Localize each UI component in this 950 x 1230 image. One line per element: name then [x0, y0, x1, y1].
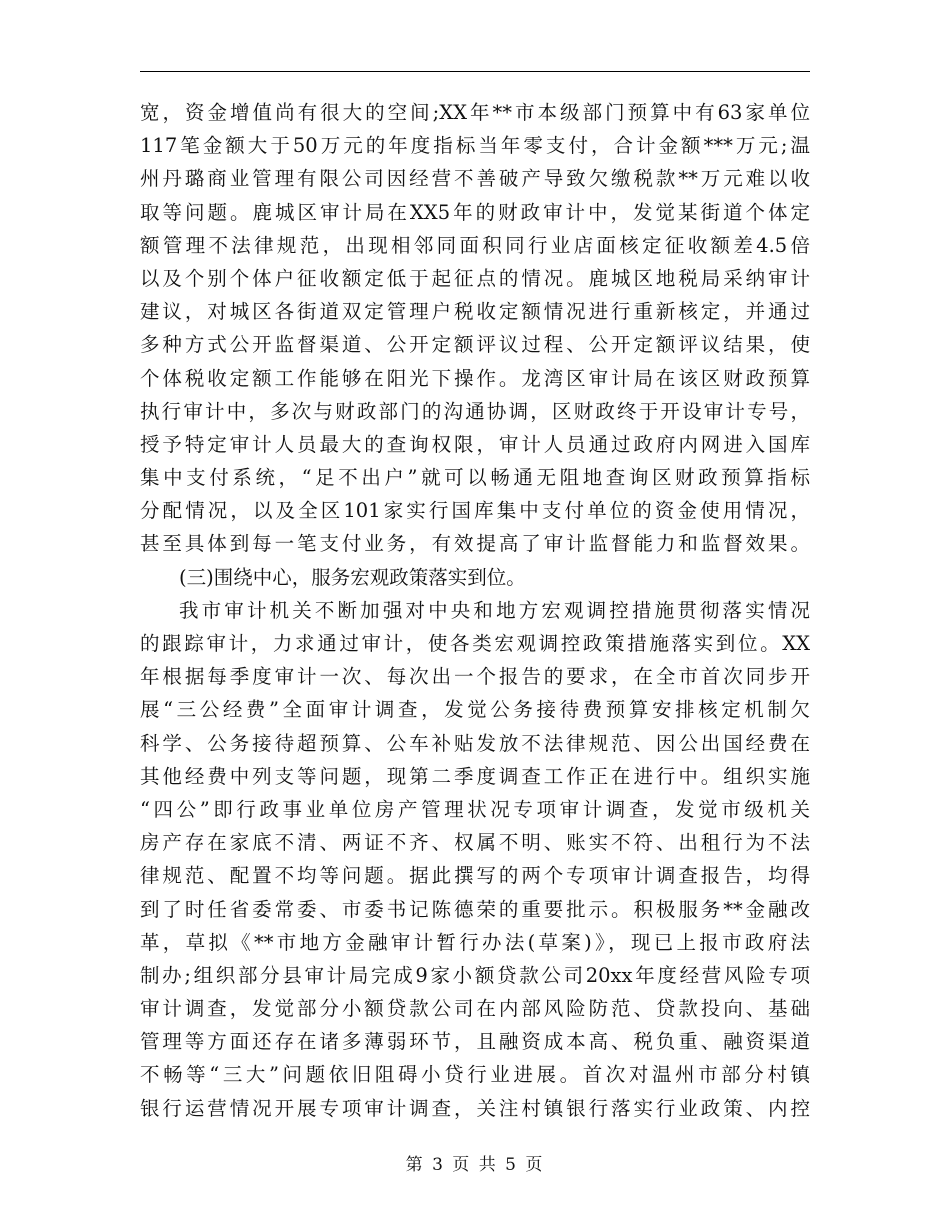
text-line: 展“三公经费”全面审计调查，发觉公务接待费预算安排核定机制欠	[140, 698, 810, 722]
text-line: 州丹璐商业管理有限公司因经营不善破产导致欠缴税款**万元难以收	[140, 167, 810, 191]
text-line: 我市审计机关不断加强对中央和地方宏观调控措施贯彻落实情况	[179, 598, 810, 622]
text-line: 分配情况，以及全区101家实行国库集中支付单位的资金使用情况，	[140, 499, 810, 523]
text-line: 年根据每季度审计一次、每次出一个报告的要求，在全市首次同步开	[140, 665, 810, 689]
text-line: 银行运营情况开展专项审计调查，关注村镇银行落实行业政策、内控	[140, 1096, 810, 1120]
text-line: 房产存在家底不清、两证不齐、权属不明、账实不符、出租行为不法	[140, 831, 810, 855]
text-line: 科学、公务接待超预算、公车补贴发放不法律规范、因公出国经费在	[140, 731, 810, 755]
text-line: 审计调查，发觉部分小额贷款公司在内部风险防范、贷款投向、基础	[140, 997, 810, 1021]
text-line: 多种方式公开监督渠道、公开定额评议过程、公开定额评议结果，使	[140, 333, 810, 357]
text-line: 不畅等“三大”问题依旧阻碍小贷行业进展。首次对温州市部分村镇	[140, 1063, 810, 1087]
text-line: 授予特定审计人员最大的查询权限，审计人员通过政府内网进入国库	[140, 432, 810, 456]
text-line: 以及个别个体户征收额定低于起征点的情况。鹿城区地税局采纳审计	[140, 266, 810, 290]
text-line: 集中支付系统，“足不出户”就可以畅通无阻地查询区财政预算指标	[140, 466, 810, 490]
text-line: 的跟踪审计，力求通过审计，使各类宏观调控政策措施落实到位。XX	[140, 632, 810, 655]
text-line: 革，草拟《**市地方金融审计暂行办法(草案)》，现已上报市政府法	[140, 930, 810, 954]
text-line: 律规范、配置不均等问题。据此撰写的两个专项审计调查报告，均得	[140, 864, 810, 888]
text-line: 制办;组织部分县审计局完成9家小额贷款公司20xx年度经营风险专项	[140, 963, 810, 987]
text-line: 执行审计中，多次与财政部门的沟通协调，区财政终于开设审计专号，	[140, 399, 810, 423]
text-line: 个体税收定额工作能够在阳光下操作。龙湾区审计局在该区财政预算	[140, 366, 810, 390]
page-number: 第 3 页 共 5 页	[405, 1155, 545, 1175]
document-body	[140, 96, 810, 1125]
text-line: (三)围绕中心，服务宏观政策落实到位。	[179, 565, 526, 589]
text-line: 取等问题。鹿城区审计局在XX5年的财政审计中，发觉某街道个体定	[140, 200, 810, 224]
text-line: 到了时任省委常委、市委书记陈德荣的重要批示。积极服务**金融改	[140, 897, 810, 921]
text-line: 建议，对城区各街道双定管理户税收定额情况进行重新核定，并通过	[140, 300, 810, 324]
text-line: 宽，资金增值尚有很大的空间;XX年**市本级部门预算中有63家单位	[140, 101, 810, 124]
text-line: 额管理不法律规范，出现相邻同面积同行业店面核定征收额差4.5倍	[140, 233, 810, 257]
text-line: 117笔金额大于50万元的年度指标当年零支付，合计金额***万元;温	[140, 134, 810, 158]
text-line: “四公”即行政事业单位房产管理状况专项审计调查，发觉市级机关	[140, 797, 810, 821]
text-line: 甚至具体到每一笔支付业务，有效提高了审计监督能力和监督效果。	[140, 532, 810, 556]
text-line: 其他经费中列支等问题，现第二季度调查工作正在进行中。组织实施	[140, 764, 810, 788]
text-line: 管理等方面还存在诸多薄弱环节，且融资成本高、税负重、融资渠道	[140, 1030, 810, 1054]
header-rule	[140, 71, 810, 72]
